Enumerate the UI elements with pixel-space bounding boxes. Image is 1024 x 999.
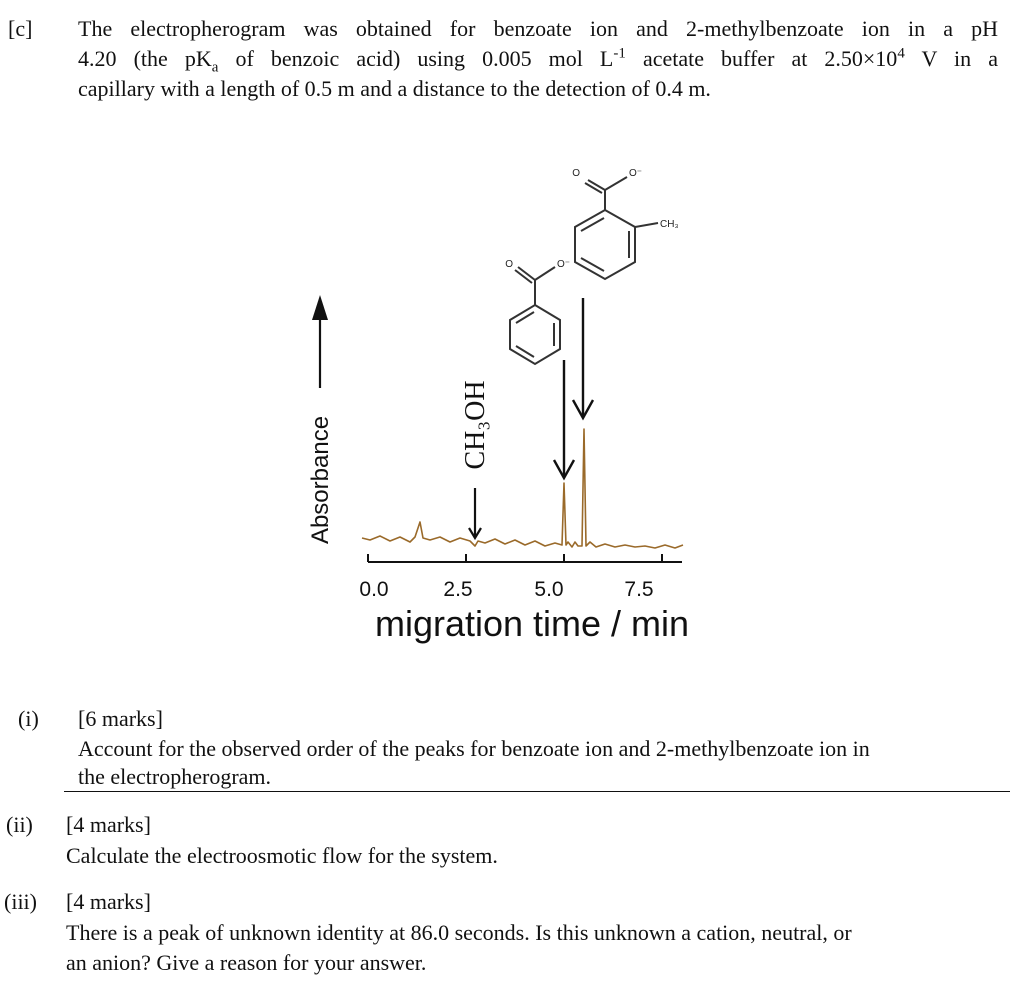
part-i-text-line-2: the electropherogram. xyxy=(78,764,272,789)
question-label: [c] xyxy=(8,16,33,41)
part-iii-text-line-1: There is a peak of unknown identity at 86.0 seconds. Is this unknown a cation, neutral, or xyxy=(66,920,852,945)
benzoate-oxide-label: O⁻ xyxy=(557,259,571,270)
ch3oh-arrow xyxy=(469,488,481,538)
electropherogram-trace xyxy=(362,429,683,548)
benzoate-oxygen-label: O xyxy=(505,259,513,270)
ch3oh-label: CH₃OH xyxy=(460,380,491,470)
pka-subscript: a xyxy=(211,59,219,76)
x-tick-label: 2.5 xyxy=(443,578,473,601)
x-tick-label: 0.0 xyxy=(359,578,389,601)
x-axis xyxy=(368,554,682,562)
x-axis-label: migration time / min xyxy=(374,603,690,644)
part-i-text-line-1: Account for the observed order of the peaks for benzoate ion and 2-methylbenzoate ion in xyxy=(78,736,870,761)
benzoate-structure xyxy=(510,267,560,364)
methyl-group-label: CH₃ xyxy=(660,219,679,230)
section-divider xyxy=(64,791,1010,792)
intro-line-3: capillary with a length of 0.5 m and a distance to the detection of 0.4 m. xyxy=(78,76,711,101)
methylbenzoate-oxide-label: O⁻ xyxy=(629,168,643,179)
intro-line-1: The electropherogram was obtained for benzoate ion and 2-methylbenzoate ion in a pH xyxy=(78,16,998,41)
part-i-marks: [6 marks] xyxy=(78,706,163,731)
intro-line-2: 4.20 (the $pK_a$ of benzoic acid) using 0.005 mol $L^{-1}$ acetate buffer at $2.50\times 10^4$ V in a xyxy=(78,45,998,76)
question-intro xyxy=(78,14,998,104)
x-tick-label: 5.0 xyxy=(534,578,564,601)
part-iii-number: (iii) xyxy=(4,889,37,914)
electropherogram-figure xyxy=(290,150,730,650)
methyl-bond xyxy=(635,223,658,227)
power-superscript: 4 xyxy=(897,45,905,62)
part-i-number: (i) xyxy=(18,706,39,731)
part-ii-marks: [4 marks] xyxy=(66,812,151,837)
part-iii-text-line-2: an anion? Give a reason for your answer. xyxy=(66,950,427,975)
y-axis-arrow xyxy=(312,295,328,388)
part-ii-text: Calculate the electroosmotic flow for the system. xyxy=(66,843,498,868)
inverse-litre-superscript: -1 xyxy=(613,45,626,62)
x-tick-label: 7.5 xyxy=(624,578,654,601)
part-iii-marks: [4 marks] xyxy=(66,889,151,914)
benzoate-ring xyxy=(510,305,560,364)
methylbenzoate-ring xyxy=(575,210,635,279)
methylbenzoate-oxygen-label: O xyxy=(572,168,580,179)
y-axis-label: Absorbance xyxy=(307,415,334,545)
methylbenzoate-structure xyxy=(575,177,658,279)
part-ii-number: (ii) xyxy=(6,812,33,837)
